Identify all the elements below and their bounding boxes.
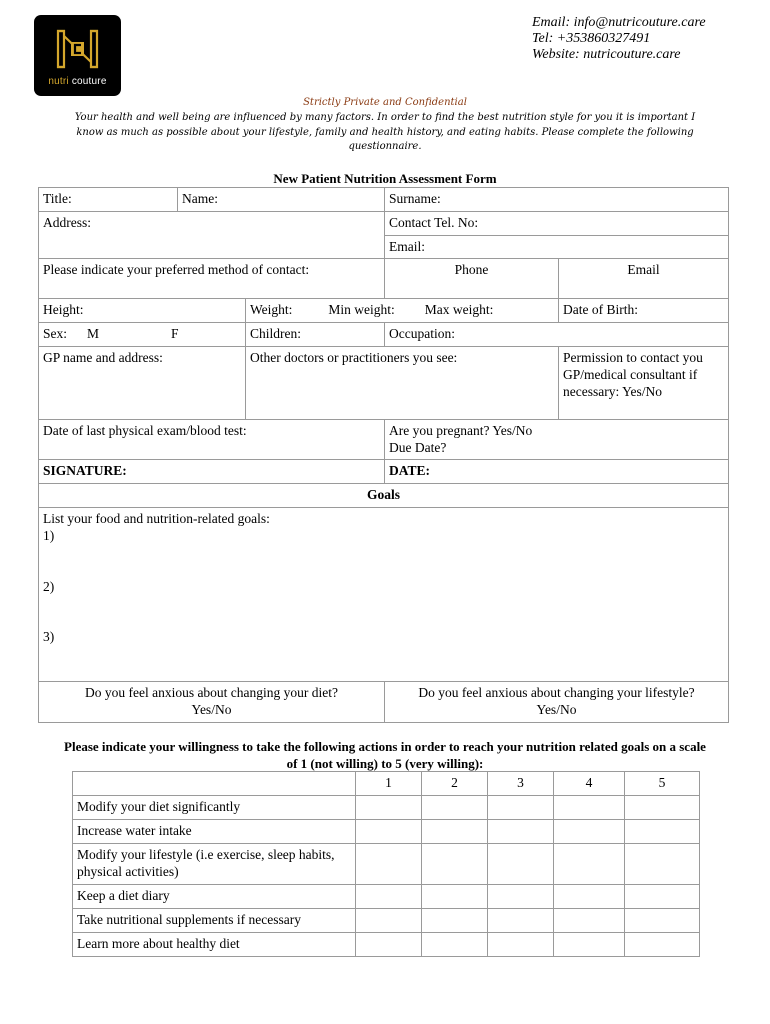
signature-field[interactable]: SIGNATURE: <box>39 460 385 484</box>
address-field[interactable]: Address: <box>39 212 385 259</box>
action-label: Learn more about healthy diet <box>73 933 356 957</box>
rating-cell-3[interactable] <box>488 844 554 885</box>
rating-cell-5[interactable] <box>625 844 700 885</box>
rating-cell-3[interactable] <box>488 820 554 844</box>
occupation-field[interactable]: Occupation: <box>385 323 729 347</box>
willingness-row <box>73 909 700 933</box>
action-label: Keep a diet diary <box>73 885 356 909</box>
willingness-row <box>73 844 700 885</box>
rating-cell-4[interactable] <box>554 885 625 909</box>
action-label: Modify your diet significantly <box>73 796 356 820</box>
rating-cell-1[interactable] <box>356 820 422 844</box>
goals-field[interactable]: List your food and nutrition-related goals: 1) 2) 3) <box>39 508 729 682</box>
nc-monogram-icon <box>56 28 99 70</box>
rating-cell-1[interactable] <box>356 909 422 933</box>
willingness-row <box>73 796 700 820</box>
rating-cell-1[interactable] <box>356 933 422 957</box>
rating-cell-1[interactable] <box>356 844 422 885</box>
rating-cell-2[interactable] <box>422 909 488 933</box>
rating-cell-1[interactable] <box>356 796 422 820</box>
goal-1: 1) <box>43 528 55 543</box>
rating-cell-5[interactable] <box>625 885 700 909</box>
rating-cell-2[interactable] <box>422 885 488 909</box>
goal-2: 2) <box>43 579 55 594</box>
last-exam-field[interactable]: Date of last physical exam/blood test: <box>39 420 385 460</box>
rating-cell-4[interactable] <box>554 844 625 885</box>
willingness-title: Please indicate your willingness to take the following actions in order to reach your nutrition related goals on a scale of 1 (not willing) to 5 (very willing): <box>64 739 706 771</box>
assessment-form-table <box>38 187 729 723</box>
rating-cell-5[interactable] <box>625 909 700 933</box>
preferred-contact-label: Please indicate your preferred method of contact: <box>39 259 385 299</box>
contact-tel-field[interactable]: Contact Tel. No: <box>385 212 729 236</box>
weight-field[interactable]: Weight: Min weight: Max weight: <box>246 299 559 323</box>
action-label: Modify your lifestyle (i.e exercise, sleep habits, physical activities) <box>73 844 356 885</box>
sex-f-option[interactable]: F <box>171 326 179 341</box>
rating-cell-5[interactable] <box>625 796 700 820</box>
pregnant-field[interactable]: Are you pregnant? Yes/No Due Date? <box>385 420 729 460</box>
logo-wordmark: nutri couture <box>48 76 107 87</box>
rating-cell-3[interactable] <box>488 796 554 820</box>
willingness-table <box>72 771 700 957</box>
rating-cell-3[interactable] <box>488 933 554 957</box>
email-field[interactable]: Email: <box>385 236 729 259</box>
dob-field[interactable]: Date of Birth: <box>559 299 729 323</box>
contact-email: Email: info@nutricouture.care <box>532 15 706 30</box>
contact-tel: Tel: +353860327491 <box>532 31 651 46</box>
rating-cell-4[interactable] <box>554 933 625 957</box>
title-field[interactable]: Title: <box>39 188 178 212</box>
contact-website: Website: nutricouture.care <box>532 47 681 62</box>
rating-cell-3[interactable] <box>488 909 554 933</box>
rating-cell-2[interactable] <box>422 796 488 820</box>
action-header <box>73 772 356 796</box>
rating-cell-3[interactable] <box>488 885 554 909</box>
date-field[interactable]: DATE: <box>385 460 729 484</box>
scale-header-4: 4 <box>554 772 625 796</box>
height-field[interactable]: Height: <box>39 299 246 323</box>
willingness-header-row <box>73 772 700 796</box>
rating-cell-5[interactable] <box>625 820 700 844</box>
rating-cell-1[interactable] <box>356 885 422 909</box>
other-doctors-field[interactable]: Other doctors or practitioners you see: <box>246 347 559 420</box>
willingness-row <box>73 933 700 957</box>
rating-cell-2[interactable] <box>422 933 488 957</box>
goal-3: 3) <box>43 629 55 644</box>
rating-cell-4[interactable] <box>554 796 625 820</box>
rating-cell-4[interactable] <box>554 820 625 844</box>
action-label: Take nutritional supplements if necessary <box>73 909 356 933</box>
phone-option[interactable]: Phone <box>385 259 559 299</box>
sex-field[interactable]: Sex: M F <box>39 323 246 347</box>
scale-header-3: 3 <box>488 772 554 796</box>
surname-field[interactable]: Surname: <box>385 188 729 212</box>
name-field[interactable]: Name: <box>178 188 385 212</box>
confidential-notice: Strictly Private and Confidential <box>303 97 467 108</box>
contact-info <box>532 15 762 63</box>
sex-m-option[interactable]: M <box>87 326 100 341</box>
anxious-diet-field[interactable]: Do you feel anxious about changing your diet? Yes/No <box>39 682 385 723</box>
goals-heading: Goals <box>39 484 729 508</box>
gp-field[interactable]: GP name and address: <box>39 347 246 420</box>
nutricouture-logo <box>34 15 121 96</box>
email-option[interactable]: Email <box>559 259 729 299</box>
rating-cell-2[interactable] <box>422 820 488 844</box>
anxious-lifestyle-field[interactable]: Do you feel anxious about changing your lifestyle? Yes/No <box>385 682 729 723</box>
action-label: Increase water intake <box>73 820 356 844</box>
rating-cell-5[interactable] <box>625 933 700 957</box>
form-title: New Patient Nutrition Assessment Form <box>273 171 497 186</box>
willingness-row <box>73 820 700 844</box>
permission-field[interactable]: Permission to contact you GP/medical consultant if necessary: Yes/No <box>559 347 729 420</box>
scale-header-1: 1 <box>356 772 422 796</box>
willingness-row <box>73 885 700 909</box>
scale-header-5: 5 <box>625 772 700 796</box>
scale-header-2: 2 <box>422 772 488 796</box>
intro-paragraph: Your health and well being are influenced by many factors. In order to find the best nutrition style for you it is important I know as much as possible about your lifestyle, family and health history, and eating habits. Please complete the following questionnaire. <box>74 112 696 152</box>
children-field[interactable]: Children: <box>246 323 385 347</box>
rating-cell-2[interactable] <box>422 844 488 885</box>
rating-cell-4[interactable] <box>554 909 625 933</box>
